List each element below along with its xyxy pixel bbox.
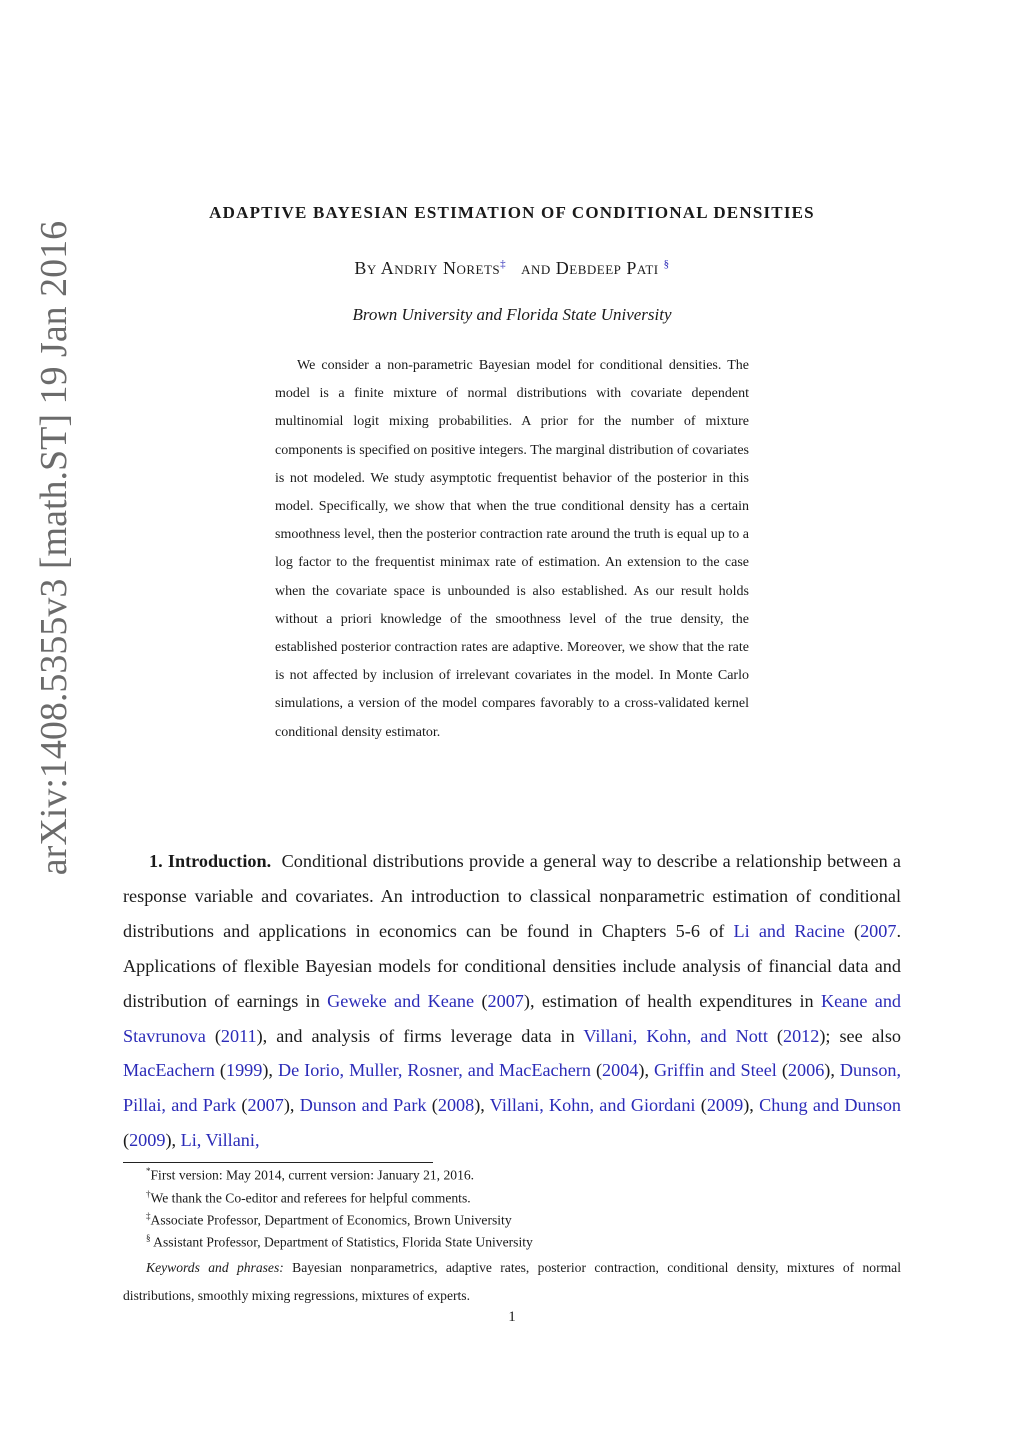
author-mark-2: § xyxy=(663,258,670,270)
author-line xyxy=(0,258,1024,279)
footnote-text: First version: May 2014, current version: January 21, 2016. xyxy=(150,1167,475,1183)
body-text: Conditional distributions provide a general way to describe a relationship between a response variable and covariates. An introduction to classical nonparametric estimation of conditional distributions and applications in economics can be found in Chapters 5-6 of xyxy=(123,851,902,941)
footnote-4 xyxy=(123,1233,901,1251)
citation-year-link[interactable]: 2009 xyxy=(706,1095,744,1116)
footnote-text: Assistant Professor, Department of Statistics, Florida State University xyxy=(150,1234,533,1250)
footnote-text: Associate Professor, Department of Economics, Brown University xyxy=(150,1212,512,1228)
abstract: We consider a non-parametric Bayesian model for conditional densities. The model is a finite mixture of normal distributions with covariate dependent multinomial logit mixing probabilities. A prior for the number of mixture components is specified on positive integers. The marginal distribution of covariates is not modeled. We study asymptotic frequentist behavior of the posterior in this model. Specifically, we show that when the true conditional density has a certain smoothness level, then the posterior contraction rate around the truth is equal up to a log factor to the frequentist minimax rate of estimation. An extension to the case when the covariate space is unbounded is also established. As our result holds without a priori knowledge of the smoothness level of the true density, the established posterior contraction rates are adaptive. Moreover, we show that the rate is not affected by inclusion of irrelevant covariates in the model. In Monte Carlo simulations, a version of the model compares favorably to a cross-validated kernel conditional density estimator. xyxy=(275,358,749,740)
page-number: 1 xyxy=(508,1309,516,1325)
citation-link[interactable]: Li, Villani, xyxy=(180,1130,260,1151)
citation-link[interactable]: MacEachern xyxy=(123,1060,215,1081)
footnote-text: We thank the Co-editor and referees for helpful comments. xyxy=(150,1190,471,1206)
footnote-mark: § xyxy=(146,1233,151,1243)
citation-year-link[interactable]: 2007 xyxy=(860,920,897,941)
citation-link[interactable]: Dunson, Pillai, and Park xyxy=(123,1060,902,1116)
author-norets: By Andriy Norets xyxy=(354,258,501,278)
keywords-label: Keywords and phrases: xyxy=(146,1260,284,1275)
citation-link[interactable]: De Iorio, Muller, Rosner, and MacEachern xyxy=(277,1060,591,1081)
section-heading: 1. Introduction. xyxy=(149,851,272,871)
body-text: , and analysis of firms leverage data in xyxy=(262,1025,584,1046)
body-text: , estimation of health expenditures in xyxy=(529,990,821,1011)
citation-year-link[interactable]: 1999 xyxy=(225,1060,263,1081)
keywords xyxy=(123,1254,901,1310)
footnote-2 xyxy=(123,1189,901,1207)
citation-year-link[interactable]: 2012 xyxy=(782,1025,820,1046)
citation-link[interactable]: Geweke and Keane xyxy=(327,990,475,1011)
citation-link[interactable]: Dunson and Park xyxy=(299,1095,427,1116)
citation-link[interactable]: Chung and Dunson xyxy=(759,1095,902,1116)
keywords-text: Bayesian nonparametrics, adaptive rates, posterior contraction, conditional density, mixtures of normal distributions, smoothly mixing regressions, mixtures of experts. xyxy=(123,1260,901,1303)
citation-year-link[interactable]: 2007 xyxy=(487,990,524,1011)
citation-link[interactable]: Keane and Stavrunova xyxy=(123,990,902,1046)
footnote-mark: ‡ xyxy=(146,1211,151,1221)
citation-link[interactable]: Li and Racine xyxy=(733,920,845,941)
footnote-rule xyxy=(123,1162,433,1163)
footnote-1 xyxy=(123,1166,901,1184)
introduction-paragraph: 1. Introduction. Conditional distributions provide a general way to describe a relationship between a response variable and covariates. An introduction to classical nonparametric estimation of conditional distributions and applications in economics can be found in Chapters 5-6 of Li and Racine (2007. Applications of flexible Bayesian models for conditional densities include analysis of financial data and distribution of earnings in Geweke and Keane (2007), estimation of health expenditures in Keane and Stavrunova (2011), and analysis of firms leverage data in Villani, Kohn, and Nott (2012); see also MacEachern (1999), De Iorio, Muller, Rosner, and MacEachern (2004), Griffin and Steel (2006), Dunson, Pillai, and Park (2007), Dunson and Park (2008), Villani, Kohn, and Giordani (2009), Chung and Dunson (2009), Li, Villani, xyxy=(123,851,902,1151)
citation-year-link[interactable]: 2008 xyxy=(437,1095,475,1116)
footnote-mark: † xyxy=(146,1189,151,1199)
citation-year-link[interactable]: 2011 xyxy=(220,1025,257,1046)
citation-year-link[interactable]: 2004 xyxy=(602,1060,639,1081)
citation-year-link[interactable]: 2007 xyxy=(247,1095,284,1116)
author-mark-1: ‡ xyxy=(500,258,507,270)
citation-link[interactable]: Villani, Kohn, and Nott xyxy=(583,1025,768,1046)
body-text: ; see also xyxy=(825,1025,901,1046)
author-pati: and Debdeep Pati xyxy=(521,258,659,278)
arxiv-stamp: arXiv:1408.5355v3 [math.ST] 19 Jan 2016 xyxy=(33,220,75,876)
affiliation: Brown University and Florida State University xyxy=(352,305,672,324)
footnote-3 xyxy=(123,1211,901,1229)
citation-link[interactable]: Villani, Kohn, and Giordani xyxy=(489,1095,696,1116)
citation-year-link[interactable]: 2009 xyxy=(129,1130,166,1151)
paper-title: ADAPTIVE BAYESIAN ESTIMATION OF CONDITIONAL DENSITIES xyxy=(209,203,815,222)
body-text: . Applications of flexible Bayesian models for conditional densities include analysis of financial data and distribution of earnings in xyxy=(123,920,901,1011)
citation-year-link[interactable]: 2006 xyxy=(787,1060,825,1081)
citation-link[interactable]: Griffin and Steel xyxy=(654,1060,777,1081)
footnote-mark: * xyxy=(146,1166,151,1176)
